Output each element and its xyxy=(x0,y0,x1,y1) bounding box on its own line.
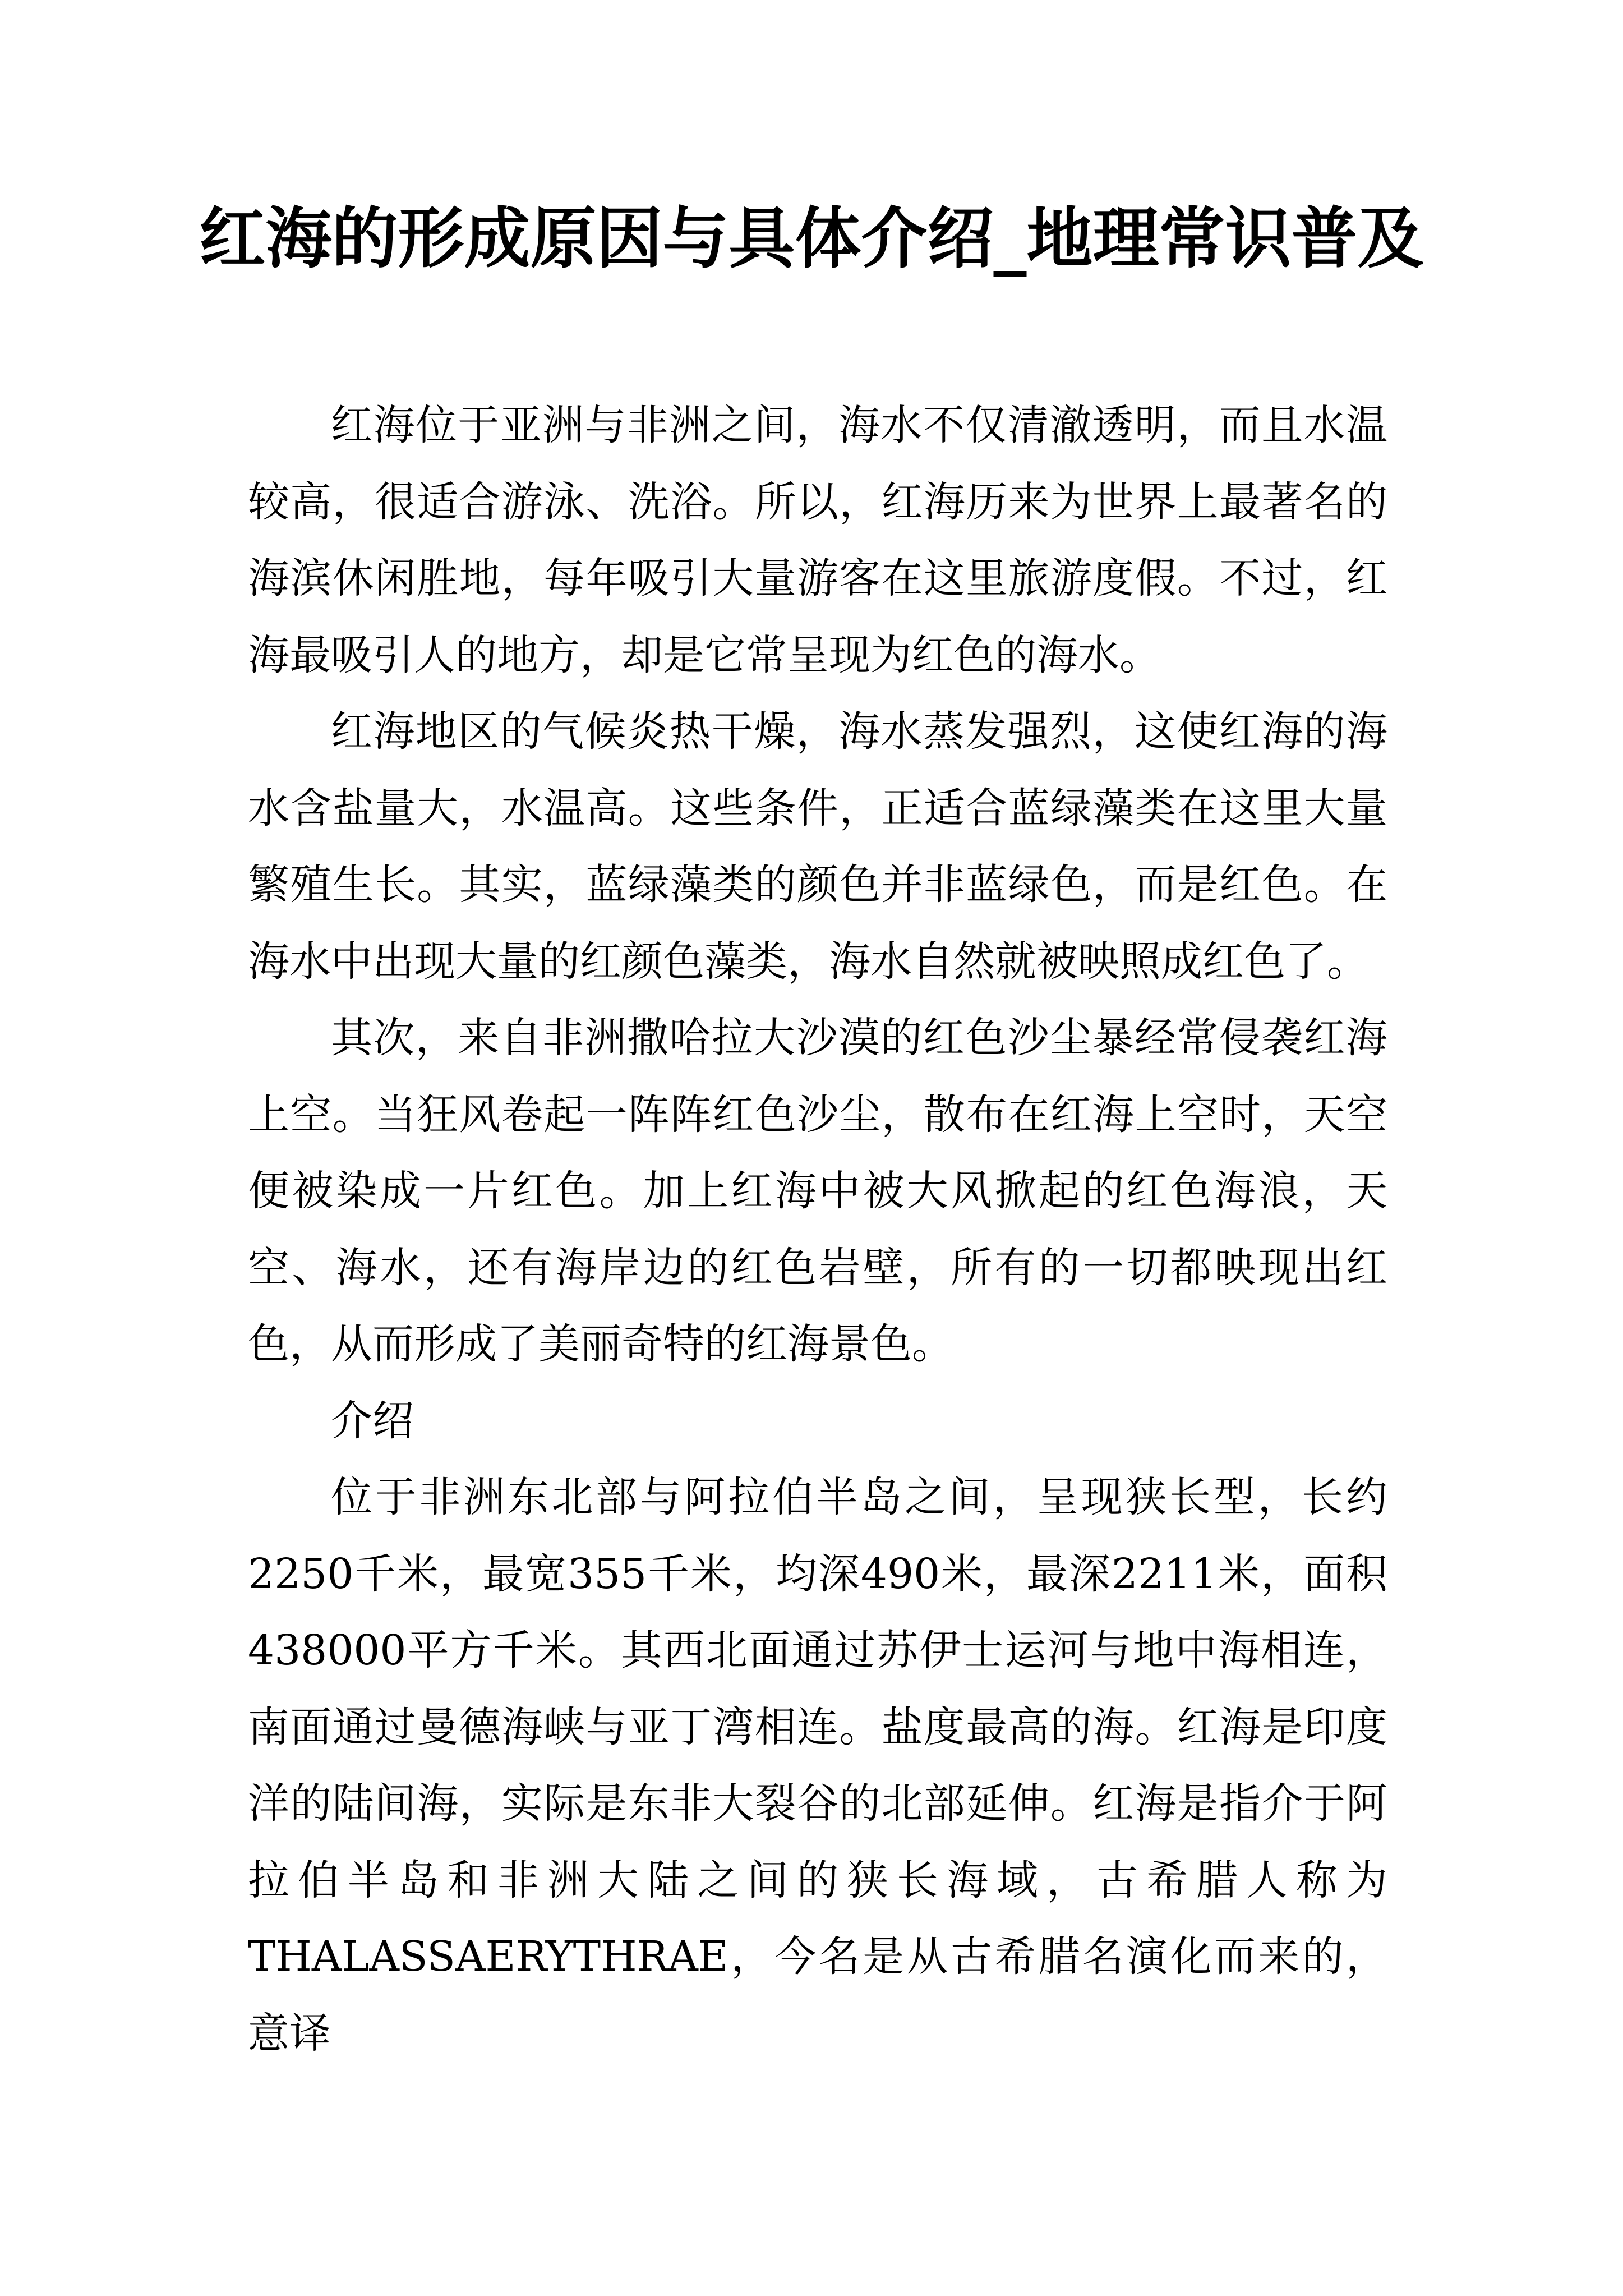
paragraph: 红海位于亚洲与非洲之间，海水不仅清澈透明，而且水温较高，很适合游泳、洗浴。所以，红海历来为世界上最著名的海滨休闲胜地，每年吸引大量游客在这里旅游度假。不过，红海最吸引人的地方，却是它常呈现为红色的海水。 xyxy=(248,401,1387,679)
paragraph: 位于非洲东北部与阿拉伯半岛之间，呈现狭长型，长约2250千米，最宽355千米，均深490米，最深2211米，面积438000平方千米。其西北面通过苏伊士运河与地中海相连，南面通过曼德海峡与亚丁湾相连。盐度最高的海。红海是印度洋的陆间海，实际是东非大裂谷的北部延伸。红海是指介于阿拉伯半岛和非洲大陆之间的狭长海域，古希腊人称为THALASSAERYTHRAE，今名是从古希腊名演化而来的，意译 xyxy=(248,1473,1387,2058)
document-body xyxy=(248,387,1387,2072)
paragraph: 其次，来自非洲撒哈拉大沙漠的红色沙尘暴经常侵袭红海上空。当狂风卷起一阵阵红色沙尘，散布在红海上空时，天空便被染成一片红色。加上红海中被大风掀起的红色海浪，天空、海水，还有海岸边的红色岩壁，所有的一切都映现出红色，从而形成了美丽奇特的红海景色。 xyxy=(248,1014,1387,1368)
paragraph: 红海地区的气候炎热干燥，海水蒸发强烈，这使红海的海水含盐量大，水温高。这些条件，正适合蓝绿藻类在这里大量繁殖生长。其实，蓝绿藻类的颜色并非蓝绿色，而是红色。在海水中出现大量的红颜色藻类，海水自然就被映照成红色了。 xyxy=(248,707,1387,986)
section-heading: 介绍 xyxy=(331,1396,414,1445)
document-title: 红海的形成原因与具体介绍_地理常识普及 xyxy=(199,199,1424,277)
